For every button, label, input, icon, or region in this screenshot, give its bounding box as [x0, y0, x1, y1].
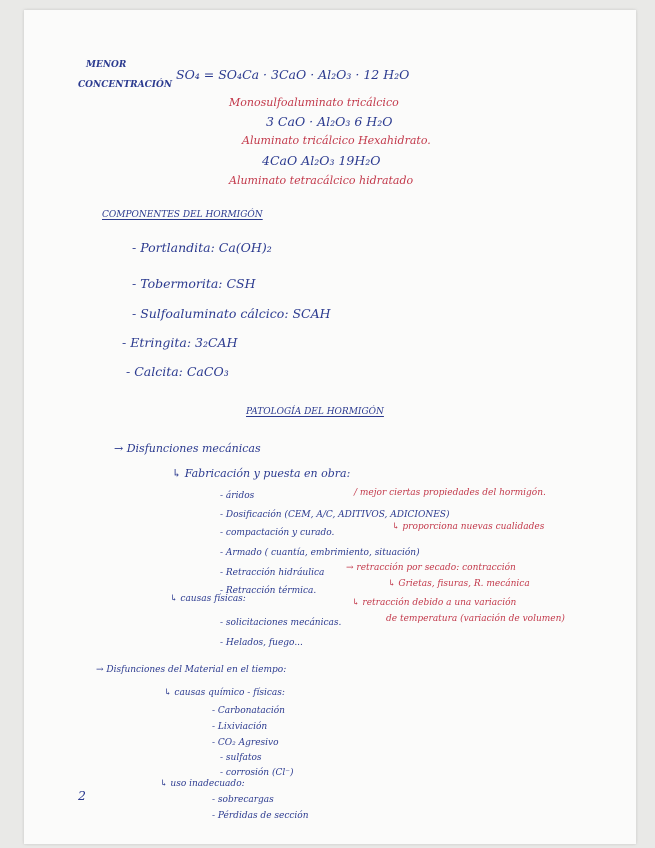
list-armado: - Armado ( cuantía, embrimiento, situación) — [220, 548, 420, 558]
sub-causas-fisicas: ↳ causas físicas: — [170, 594, 246, 604]
pathology-heading: PATOLOGÍA DEL HORMIGÓN — [246, 407, 384, 417]
sub-fabricacion: ↳ Fabricación y puesta en obra: — [172, 467, 351, 480]
list-corrosion: - corrosión (Cl⁻) — [220, 768, 294, 778]
components-heading: COMPONENTES DEL HORMIGÓN — [102, 210, 263, 220]
formula-2: 3 CaO · Al₂O₃ 6 H₂O — [266, 114, 393, 129]
list-retraccion-hidraulica: - Retracción hidráulica — [220, 568, 325, 578]
list-aridos: - áridos — [220, 491, 255, 501]
component-etringita: - Etringita: 3₂CAH — [122, 335, 238, 350]
note-variacion: ↳ retracción debido a una variación — [352, 598, 517, 608]
note-grietas: ↳ Grietas, fisuras, R. mecánica — [388, 579, 530, 589]
section-disfunciones-material: → Disfunciones del Material en el tiempo: — [96, 665, 287, 675]
component-portlandita: - Portlandita: Ca(OH)₂ — [132, 240, 272, 255]
component-tobermorita: - Tobermorita: CSH — [132, 276, 256, 291]
name-1: Monosulfoaluminato tricálcico — [229, 96, 399, 109]
page-number: 2 — [78, 788, 86, 803]
list-helados: - Helados, fuego... — [220, 638, 303, 648]
list-sulfatos: - sulfatos — [220, 753, 262, 763]
component-calcita: - Calcita: CaCO₃ — [126, 364, 229, 379]
list-co2: - CO₂ Agresivo — [212, 738, 279, 748]
name-2: Aluminato tricálcico Hexahidrato. — [242, 134, 431, 147]
list-sobrecargas: - sobrecargas — [212, 795, 274, 805]
list-carbonatacion: - Carbonatación — [212, 706, 285, 716]
list-compactacion: - compactación y curado. — [220, 528, 335, 538]
notebook-page — [24, 10, 636, 844]
note-retraccion-secado: → retracción por secado: contracción — [346, 563, 516, 573]
label-menor: MENOR — [86, 60, 127, 70]
component-sulfoaluminato: - Sulfoaluminato cálcico: SCAH — [132, 306, 331, 321]
formula-3: 4CaO Al₂O₃ 19H₂O — [262, 153, 381, 168]
sub-uso-inadecuado: ↳ uso inadecuado: — [160, 779, 245, 789]
list-solicitaciones: - solicitaciones mecánicas. — [220, 618, 342, 628]
sub-causas-quimico: ↳ causas químico - físicas: — [164, 688, 285, 698]
formula-1: SO₄ = SO₄Ca · 3CaO · Al₂O₃ · 12 H₂O — [176, 67, 410, 82]
label-concentracion: CONCENTRACIÓN — [78, 80, 173, 90]
note-nuevas-cualidades: ↳ proporciona nuevas cualidades — [392, 522, 545, 532]
note-temperatura: de temperatura (variación de volumen) — [386, 614, 565, 624]
name-3: Aluminato tetracálcico hidratado — [229, 174, 414, 187]
list-retraccion-termica: - Retracción térmica. — [220, 586, 317, 596]
section-disfunciones-mecanicas: → Disfunciones mecánicas — [114, 442, 261, 455]
list-dosificacion: - Dosificación (CEM, A/C, ADITIVOS, ADICIONES) — [220, 510, 450, 520]
note-mejor-propiedades: / mejor ciertas propiedades del hormigón. — [354, 488, 546, 498]
list-perdidas: - Pérdidas de sección — [212, 811, 309, 821]
list-lixiviacion: - Lixiviación — [212, 722, 268, 732]
